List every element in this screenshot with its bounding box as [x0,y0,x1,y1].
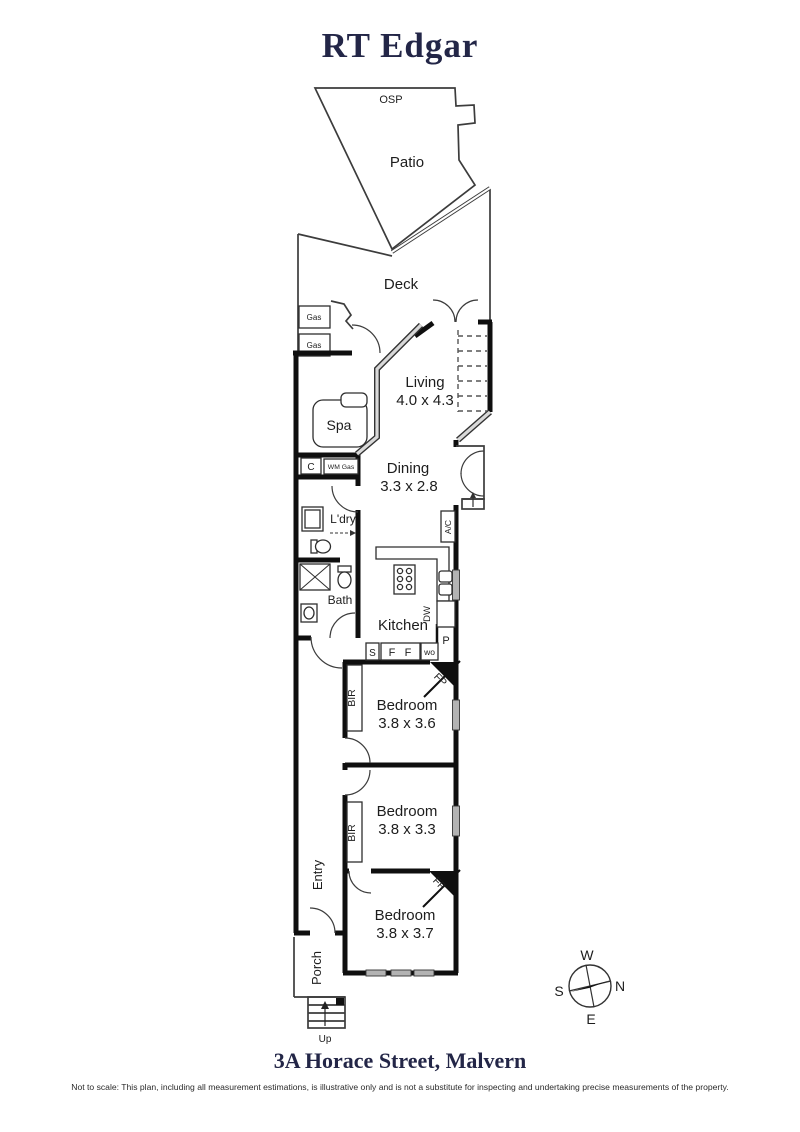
bed2-label: Bedroom [376,803,438,820]
fridge-box [381,643,420,660]
living-label: Living [405,374,445,391]
bir-1-label: BIR [346,689,358,707]
compass-s: S [554,983,564,999]
dishwasher-box [437,601,455,627]
ac-label: A/C [443,519,453,535]
dining-dims: 3.3 x 2.8 [380,478,438,495]
bed2-window [453,806,460,836]
dining-label: Dining [386,460,430,477]
up-label: Up [318,1034,332,1045]
bed3-window-a [366,970,386,976]
fp-2-label: FP [430,874,449,893]
bed3-window-b [391,970,411,976]
bed1-window [453,700,460,730]
gas-2-label: Gas [306,341,322,350]
pantry-label: P [442,635,450,647]
brand-title: RT Edgar [321,26,479,65]
toilet-2 [338,566,351,572]
living-dims: 4.0 x 4.3 [396,392,454,409]
stairs-dashed [458,330,487,412]
bath-label: Bath [327,593,353,607]
bed3-window-c [414,970,434,976]
gas-1-label: Gas [306,313,322,322]
kitchen-label: Kitchen [377,617,429,634]
disclaimer-text: Not to scale: This plan, including all measurement estimations, is illustrative only and is not a substitute for inspecting and undertaking precise measurements of the property. [71,1082,729,1092]
spa-label: Spa [326,417,352,433]
patio-label: Patio [389,154,425,171]
bed2-dims: 3.8 x 3.3 [378,821,436,838]
f2-box-label: F [404,647,412,659]
dishwasher-label: DW [422,606,433,622]
osp-label: OSP [379,94,403,106]
bed3-label: Bedroom [374,907,436,924]
bed1-dims: 3.8 x 3.6 [378,715,436,732]
sink [439,571,452,582]
bir-2-label: BIR [346,824,358,842]
cupboard-label: C [307,462,315,473]
fp-1-label: FP [431,670,450,689]
compass-w: W [580,947,594,963]
wall-oven-label: wo [424,647,435,657]
bed3-dims: 3.8 x 3.7 [376,925,434,942]
bed1-label: Bedroom [376,697,438,714]
entry-label: Entry [310,859,325,891]
compass-e: E [586,1011,596,1027]
deck-label: Deck [383,276,419,293]
wm-gas-label: WM Gas [327,464,355,471]
s-box-label: S [369,648,376,659]
f1-box-label: F [388,647,396,659]
property-address: 3A Horace Street, Malvern [273,1048,527,1073]
kitchen-window [453,570,460,600]
compass-n: N [614,978,626,994]
compass-icon [554,947,625,1027]
porch-label: Porch [309,951,324,985]
laundry-label: L'dry [330,512,356,526]
